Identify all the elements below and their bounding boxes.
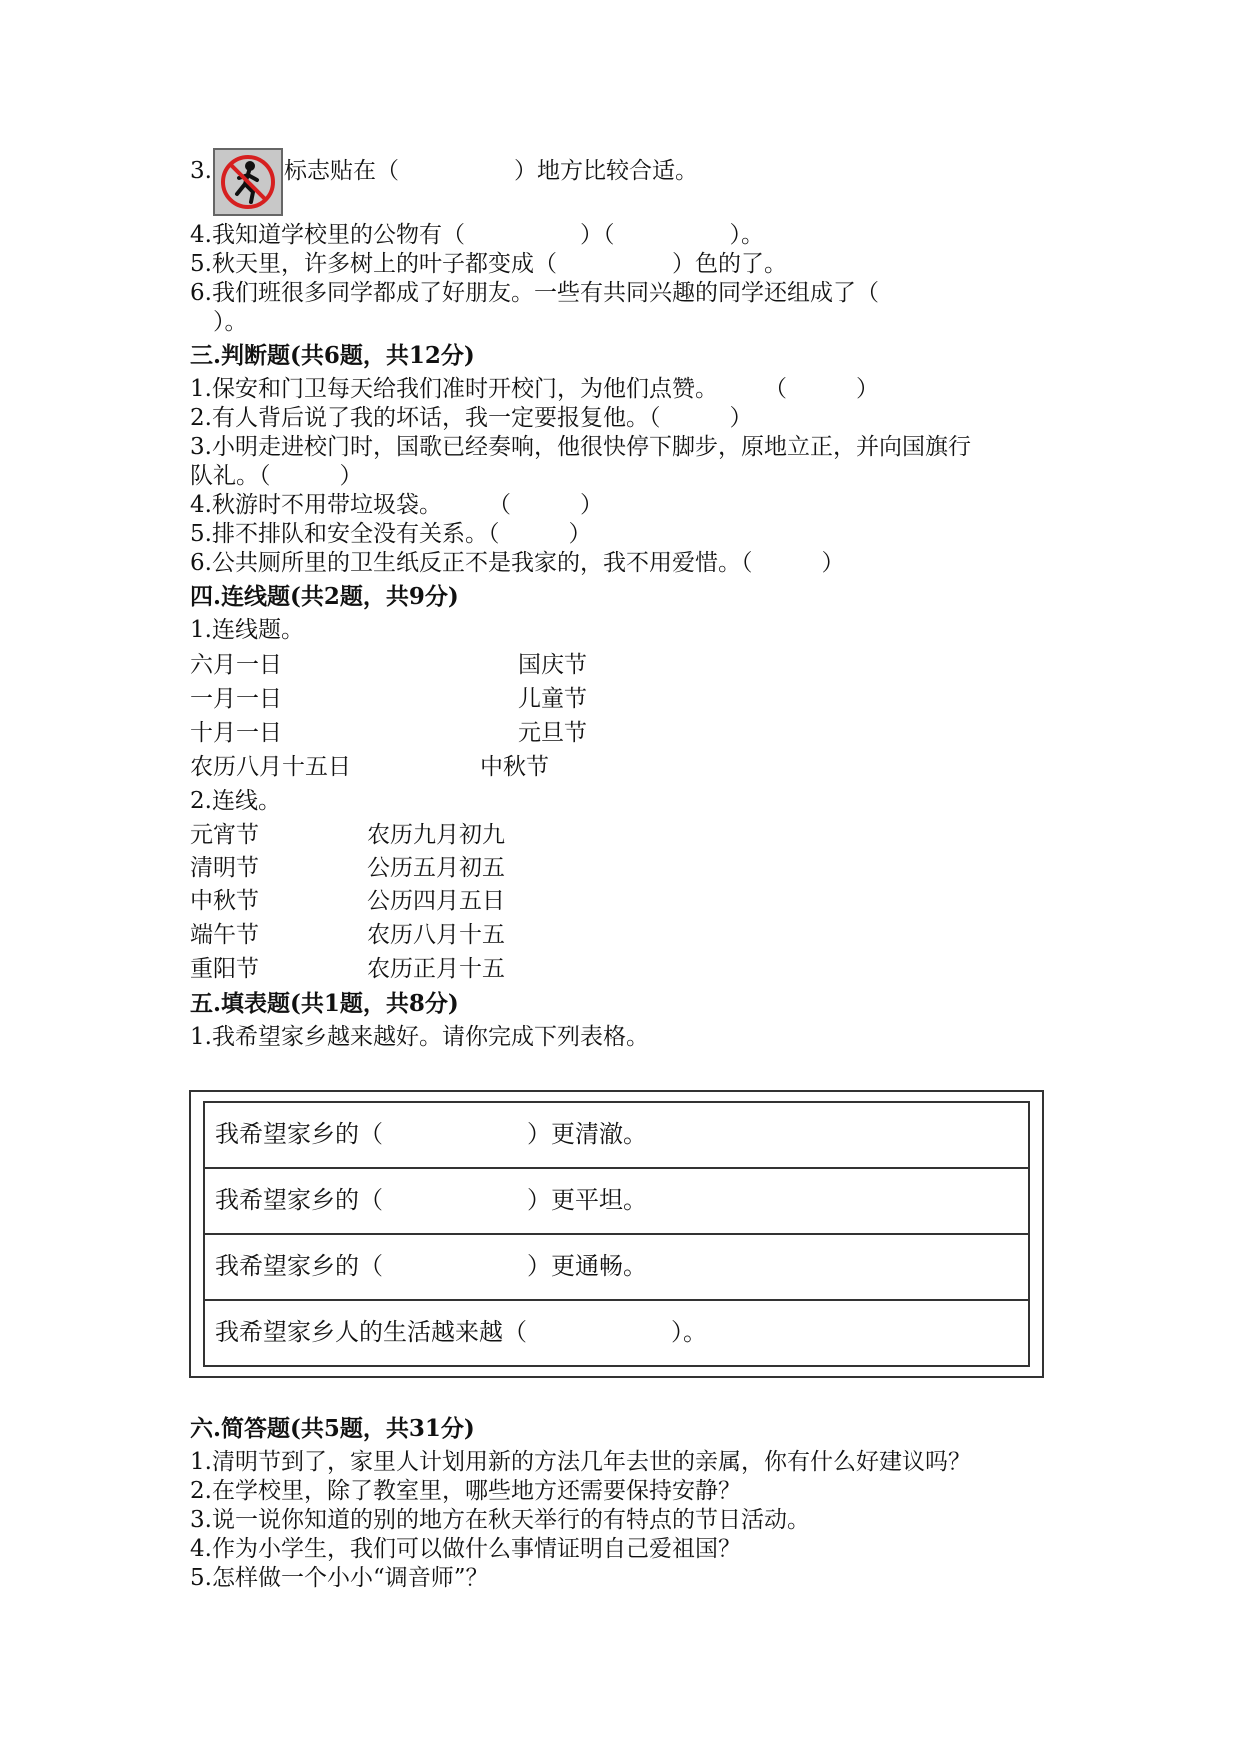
match-q2-left-4: 端午节 (190, 922, 259, 948)
match-q2-right-3: 公历四月五日 (367, 888, 505, 914)
judge-item-6: 6.公共厕所里的卫生纸反正不是我家的，我不用爱惜。（ ） (190, 550, 845, 576)
table-row: 我希望家乡的（ ）更平坦。 (205, 1169, 1028, 1235)
judge-item-4: 4.秋游时不用带垃圾袋。 （ ） (190, 492, 603, 518)
match-q2-right-1: 农历九月初九 (367, 822, 505, 848)
table-row: 我希望家乡的（ ）更通畅。 (205, 1235, 1028, 1301)
no-running-sign-icon (213, 148, 283, 216)
fill-q6-line1: 6.我们班很多同学都成了好朋友。一些有共同兴趣的同学还组成了（ (190, 280, 879, 306)
match-q2-left-1: 元宵节 (190, 822, 259, 848)
fill-q3-prefix: 3. (190, 158, 212, 184)
match-q1-left-1: 六月一日 (190, 652, 282, 678)
match-q2-title: 2.连线。 (190, 788, 281, 814)
match-q2-right-4: 农历八月十五 (367, 922, 505, 948)
fill-table-outer (189, 1090, 1044, 1378)
table-row: 我希望家乡人的生活越来越（ ）。 (215, 1318, 707, 1346)
judge-item-3-line1: 3.小明走进校门时，国歌已经奏响，他很快停下脚步，原地立正，并向国旗行 (190, 434, 971, 460)
fill-q6-line2: ）。 (190, 309, 248, 335)
section6-heading: 六.简答题(共5题，共31分) (190, 1415, 475, 1442)
match-q1-right-1: 国庆节 (518, 652, 587, 678)
match-q1-left-2: 一月一日 (190, 686, 282, 712)
judge-item-2: 2.有人背后说了我的坏话，我一定要报复他。（ ） (190, 405, 753, 431)
fill-q4: 4.我知道学校里的公物有（ ）（ ）。 (190, 222, 764, 248)
match-q1-title: 1.连线题。 (190, 617, 304, 643)
match-q1-right-2: 儿童节 (518, 686, 587, 712)
match-q2-left-3: 中秋节 (190, 888, 259, 914)
match-q1-right-4: 中秋节 (480, 754, 549, 780)
match-q2-left-5: 重阳节 (190, 956, 259, 982)
short-answer-2: 2.在学校里，除了教室里，哪些地方还需要保持安静？ (190, 1478, 741, 1504)
match-q1-right-3: 元旦节 (518, 720, 587, 746)
fill-table (203, 1101, 1030, 1367)
section3-heading: 三.判断题(共6题，共12分) (190, 342, 475, 369)
section5-heading: 五.填表题(共1题，共8分) (190, 990, 459, 1017)
short-answer-3: 3.说一说你知道的别的地方在秋天举行的有特点的节日活动。 (190, 1507, 810, 1533)
judge-item-3-line2: 队礼。（ ） (190, 463, 363, 489)
match-q2-right-5: 农历正月十五 (367, 956, 505, 982)
fill-q5: 5.秋天里，许多树上的叶子都变成（ ）色的了。 (190, 251, 787, 277)
table-row: 我希望家乡的（ ）更清澈。 (205, 1103, 1028, 1169)
short-answer-4: 4.作为小学生，我们可以做什么事情证明自己爱祖国？ (190, 1536, 741, 1562)
short-answer-5: 5.怎样做一个小小“调音师”？ (190, 1565, 489, 1591)
match-q1-left-3: 十月一日 (190, 720, 282, 746)
short-answer-1: 1.清明节到了，家里人计划用新的方法几年去世的亲属，你有什么好建议吗？ (190, 1449, 971, 1475)
fill-q3-text: 标志贴在（ ）地方比较合适。 (284, 158, 698, 184)
match-q1-left-4: 农历八月十五日 (190, 754, 351, 780)
match-q2-left-2: 清明节 (190, 855, 259, 881)
judge-item-5: 5.排不排队和安全没有关系。（ ） (190, 521, 592, 547)
table-q1: 1.我希望家乡越来越好。请你完成下列表格。 (190, 1024, 649, 1050)
match-q2-right-2: 公历五月初五 (367, 855, 505, 881)
judge-item-1: 1.保安和门卫每天给我们准时开校门，为他们点赞。 （ ） (190, 376, 879, 402)
section4-heading: 四.连线题(共2题，共9分) (190, 583, 459, 610)
